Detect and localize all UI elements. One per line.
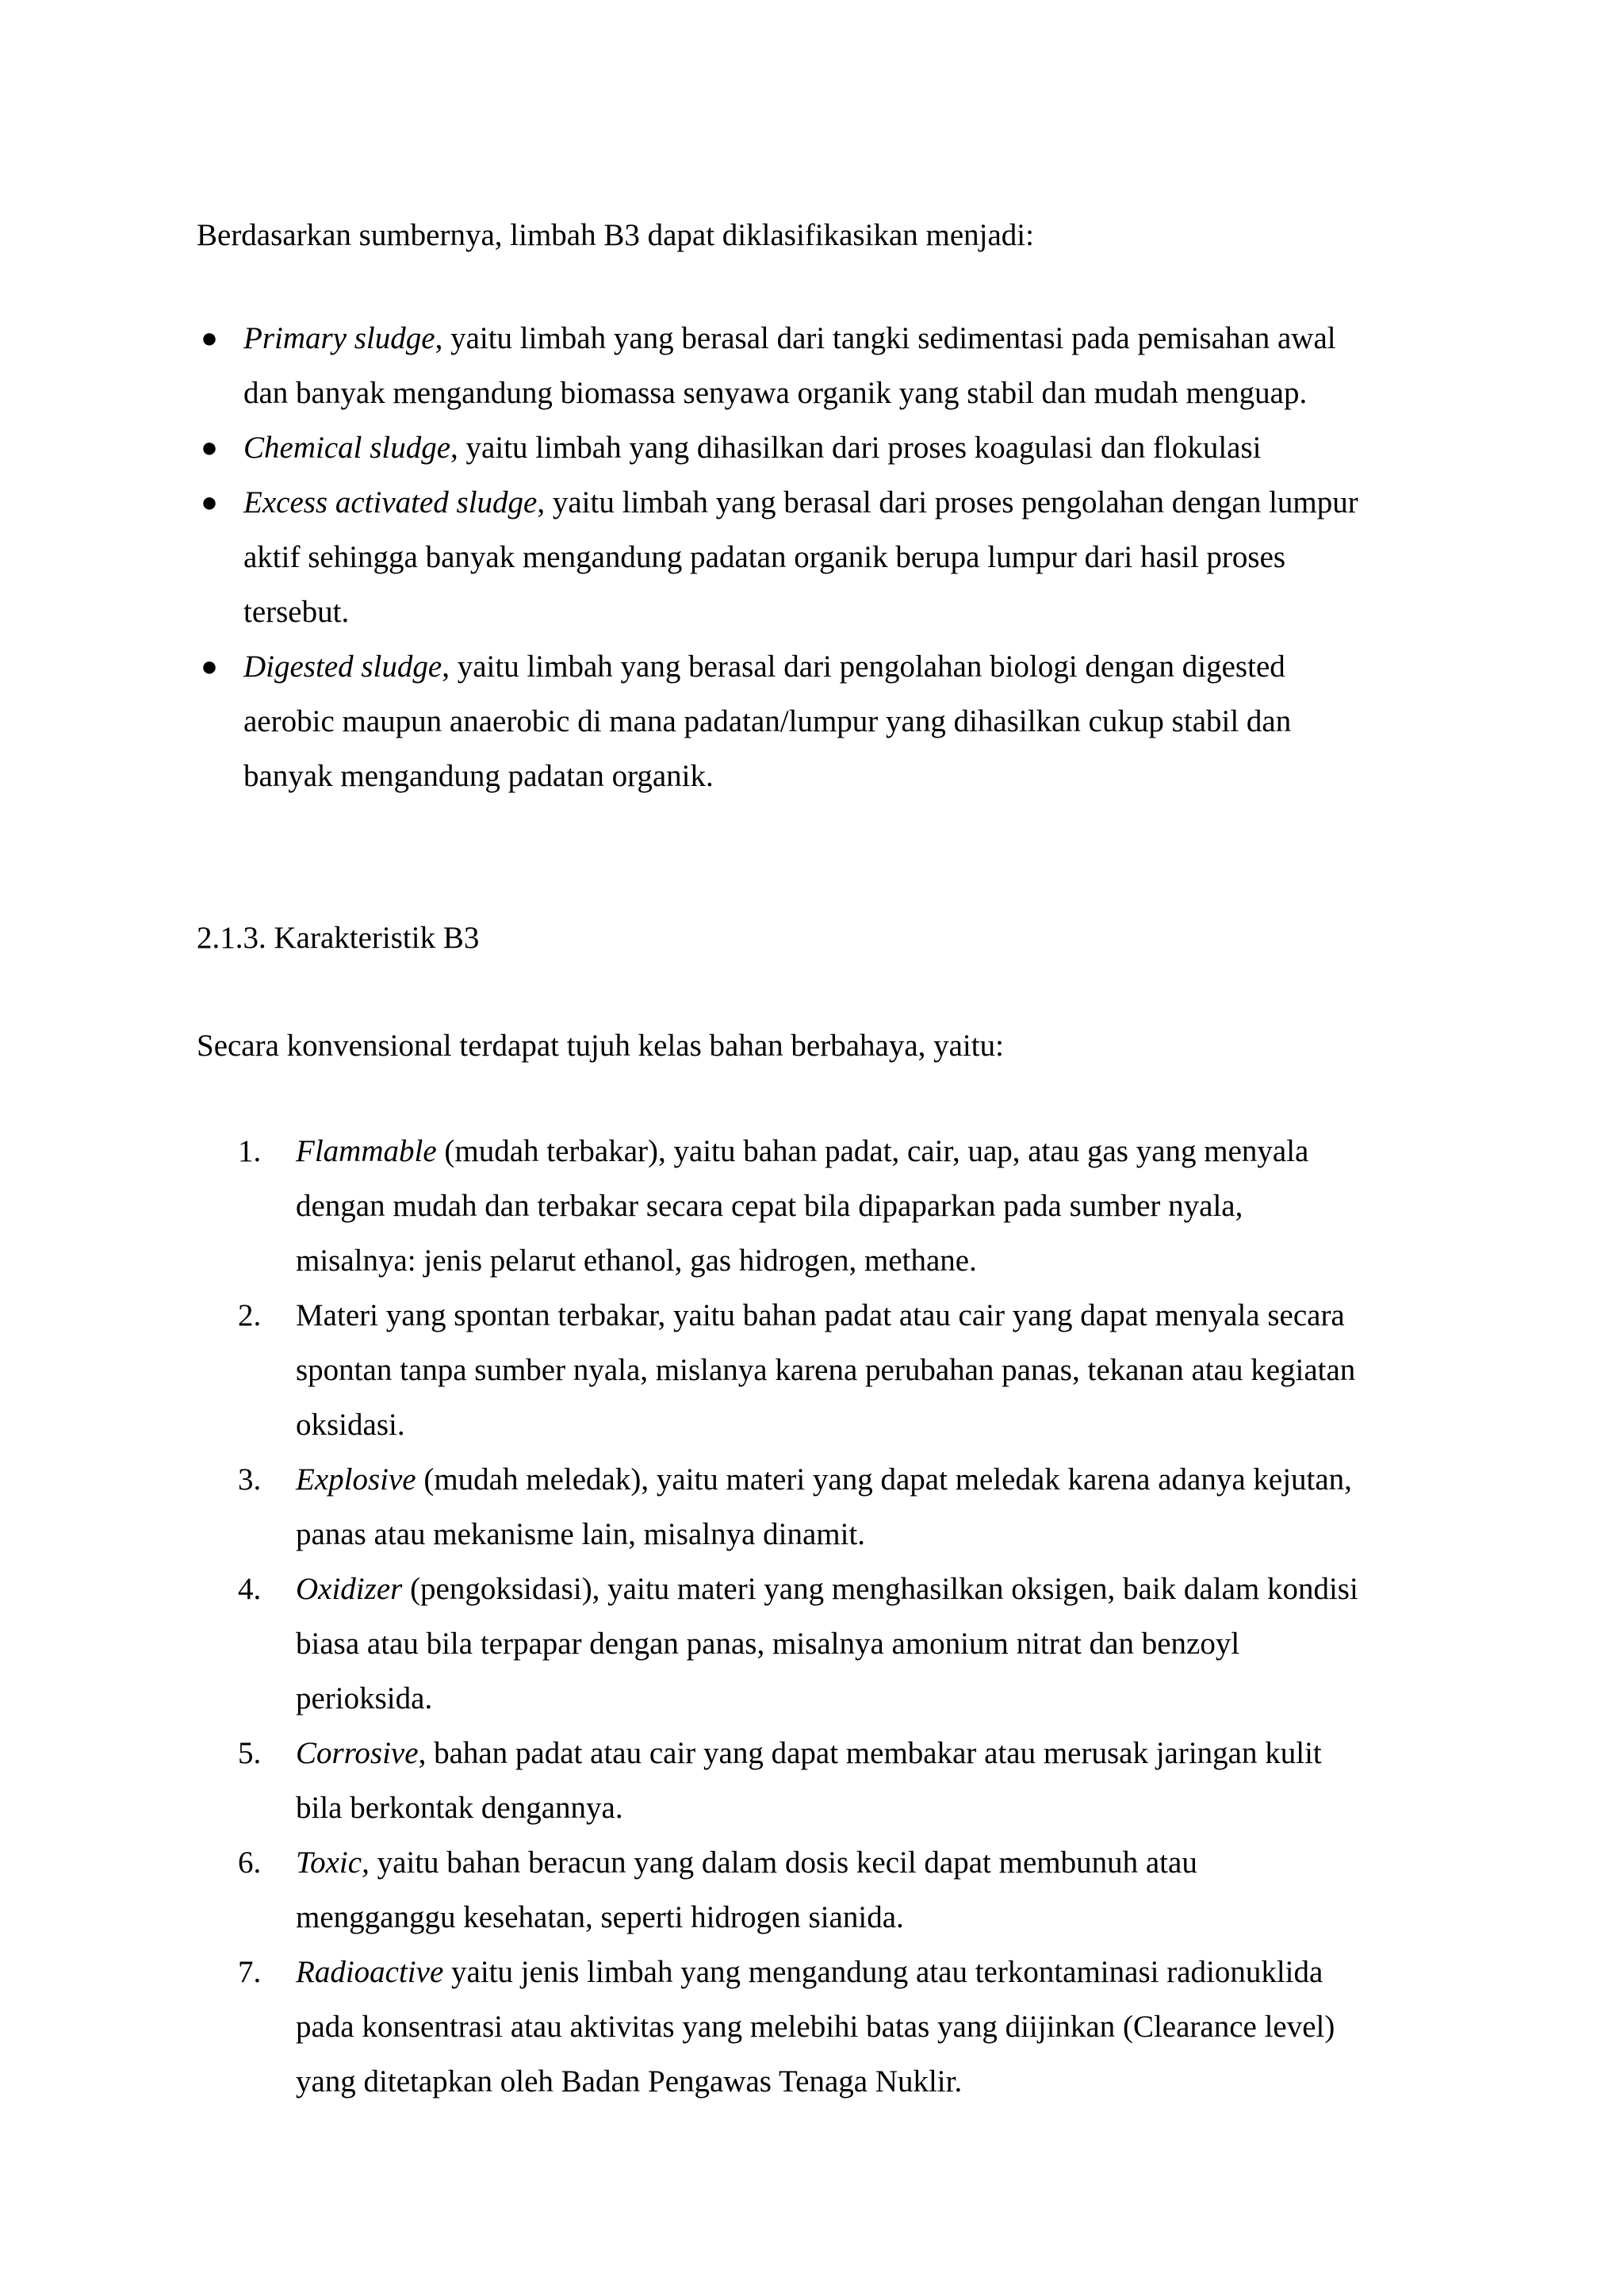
hazard-term: Explosive: [296, 1462, 416, 1497]
list-item-continuation: spontan tanpa sumber nyala, mislanya karena perubahan panas, tekanan atau kegiatan: [296, 1353, 1356, 1387]
list-item-first-line: [296, 1562, 1358, 1616]
list-item-first-line: [296, 1726, 1358, 1780]
list-item: [238, 1124, 1358, 1288]
list-item-continuation: pada konsentrasi atau aktivitas yang melebihi batas yang diijinkan (Clearance level): [296, 2010, 1335, 2044]
list-item-first-line: [243, 420, 1358, 475]
sludge-term: Chemical sludge: [243, 431, 451, 465]
list-item-text: , yaitu limbah yang berasal dari pengolahan biologi dengan digested: [442, 650, 1285, 684]
list-item: [238, 1945, 1358, 2109]
item-number: 4.: [238, 1572, 262, 1606]
list-item-first-line: [296, 1835, 1358, 1890]
list-item: [238, 1835, 1358, 1945]
bullet-icon: ●: [201, 431, 218, 463]
list-item-first-line: [243, 639, 1358, 694]
list-item: [238, 1288, 1358, 1452]
list-item-continuation: panas atau mekanisme lain, misalnya dinamit.: [296, 1517, 866, 1551]
list-item-text: yaitu jenis limbah yang mengandung atau terkontaminasi radionuklida: [443, 1955, 1323, 1989]
list-item-first-line: [243, 475, 1358, 530]
list-item-continuation: dan banyak mengandung biomassa senyawa organik yang stabil dan mudah menguap.: [243, 376, 1308, 410]
hazard-class-list: [238, 1124, 1358, 2109]
section-heading: 2.1.3. Karakteristik B3: [197, 921, 480, 955]
list-item-continuation: tersebut.: [243, 595, 350, 629]
section-intro-paragraph: Secara konvensional terdapat tujuh kelas bahan berbahaya, yaitu:: [197, 1029, 1004, 1063]
list-item: [201, 420, 1358, 475]
sludge-term: Primary sludge: [243, 321, 435, 355]
list-item-text: (pengoksidasi), yaitu materi yang menghasilkan oksigen, baik dalam kondisi: [402, 1572, 1358, 1606]
bullet-icon: ●: [201, 322, 218, 354]
hazard-term: Oxidizer: [296, 1572, 403, 1606]
bullet-icon: ●: [201, 650, 218, 682]
list-item-text: , yaitu limbah yang berasal dari proses pengolahan dengan lumpur: [537, 485, 1358, 519]
list-item-text: (mudah terbakar), yaitu bahan padat, cair, uap, atau gas yang menyala: [436, 1134, 1309, 1168]
list-item: [201, 639, 1358, 803]
bullet-icon: ●: [201, 486, 218, 518]
list-item-continuation: yang ditetapkan oleh Badan Pengawas Tenaga Nuklir.: [296, 2064, 963, 2099]
list-item: [238, 1452, 1358, 1562]
list-item-continuation: bila berkontak dengannya.: [296, 1791, 623, 1825]
item-number: 3.: [238, 1462, 262, 1497]
sludge-source-list: [201, 311, 1358, 803]
list-item-continuation: biasa atau bila terpapar dengan panas, misalnya amonium nitrat dan benzoyl: [296, 1627, 1240, 1661]
list-item-first-line: [296, 1452, 1358, 1507]
list-item-first-line: [296, 1945, 1358, 1999]
list-item: [238, 1726, 1358, 1835]
intro-paragraph: Berdasarkan sumbernya, limbah B3 dapat diklasifikasikan menjadi:: [197, 218, 1034, 252]
list-item-continuation: perioksida.: [296, 1681, 433, 1715]
item-number: 1.: [238, 1134, 262, 1168]
list-item-continuation: oksidasi.: [296, 1408, 405, 1442]
list-item: [201, 475, 1358, 639]
list-item: [201, 311, 1358, 420]
list-item-text: , bahan padat atau cair yang dapat membakar atau merusak jaringan kulit: [418, 1736, 1322, 1770]
hazard-term: Toxic,: [296, 1846, 370, 1880]
list-item-continuation: banyak mengandung padatan organik.: [243, 759, 714, 793]
list-item-first-line: [243, 311, 1358, 366]
list-item-continuation: aerobic maupun anaerobic di mana padatan/lumpur yang dihasilkan cukup stabil dan: [243, 704, 1292, 738]
list-item-continuation: aktif sehingga banyak mengandung padatan organik berupa lumpur dari hasil proses: [243, 540, 1286, 574]
list-item-text: (mudah meledak), yaitu materi yang dapat meledak karena adanya kejutan,: [416, 1462, 1352, 1497]
list-item-continuation: mengganggu kesehatan, seperti hidrogen sianida.: [296, 1900, 904, 1934]
item-number: 7.: [238, 1955, 262, 1989]
list-item-first-line: [296, 1124, 1358, 1179]
list-item-text: , yaitu limbah yang berasal dari tangki sedimentasi pada pemisahan awal: [435, 321, 1336, 355]
list-item-text: yaitu bahan beracun yang dalam dosis kecil dapat membunuh atau: [369, 1846, 1197, 1880]
sludge-term: Excess activated sludge: [243, 485, 538, 519]
list-item-continuation: misalnya: jenis pelarut ethanol, gas hidrogen, methane.: [296, 1244, 977, 1278]
list-item-text: , yaitu limbah yang dihasilkan dari proses koagulasi dan flokulasi: [450, 431, 1262, 465]
hazard-term: Radioactive: [296, 1955, 444, 1989]
item-number: 6.: [238, 1846, 262, 1880]
item-number: 5.: [238, 1736, 262, 1770]
hazard-term: Flammable: [296, 1134, 437, 1168]
sludge-term: Digested sludge: [243, 650, 442, 684]
list-item: [238, 1562, 1358, 1726]
list-item-continuation: dengan mudah dan terbakar secara cepat bila dipaparkan pada sumber nyala,: [296, 1189, 1243, 1223]
list-item-first-line: Materi yang spontan terbakar, yaitu bahan padat atau cair yang dapat menyala secara: [296, 1298, 1345, 1332]
hazard-term: Corrosive: [296, 1736, 419, 1770]
item-number: 2.: [238, 1298, 262, 1332]
